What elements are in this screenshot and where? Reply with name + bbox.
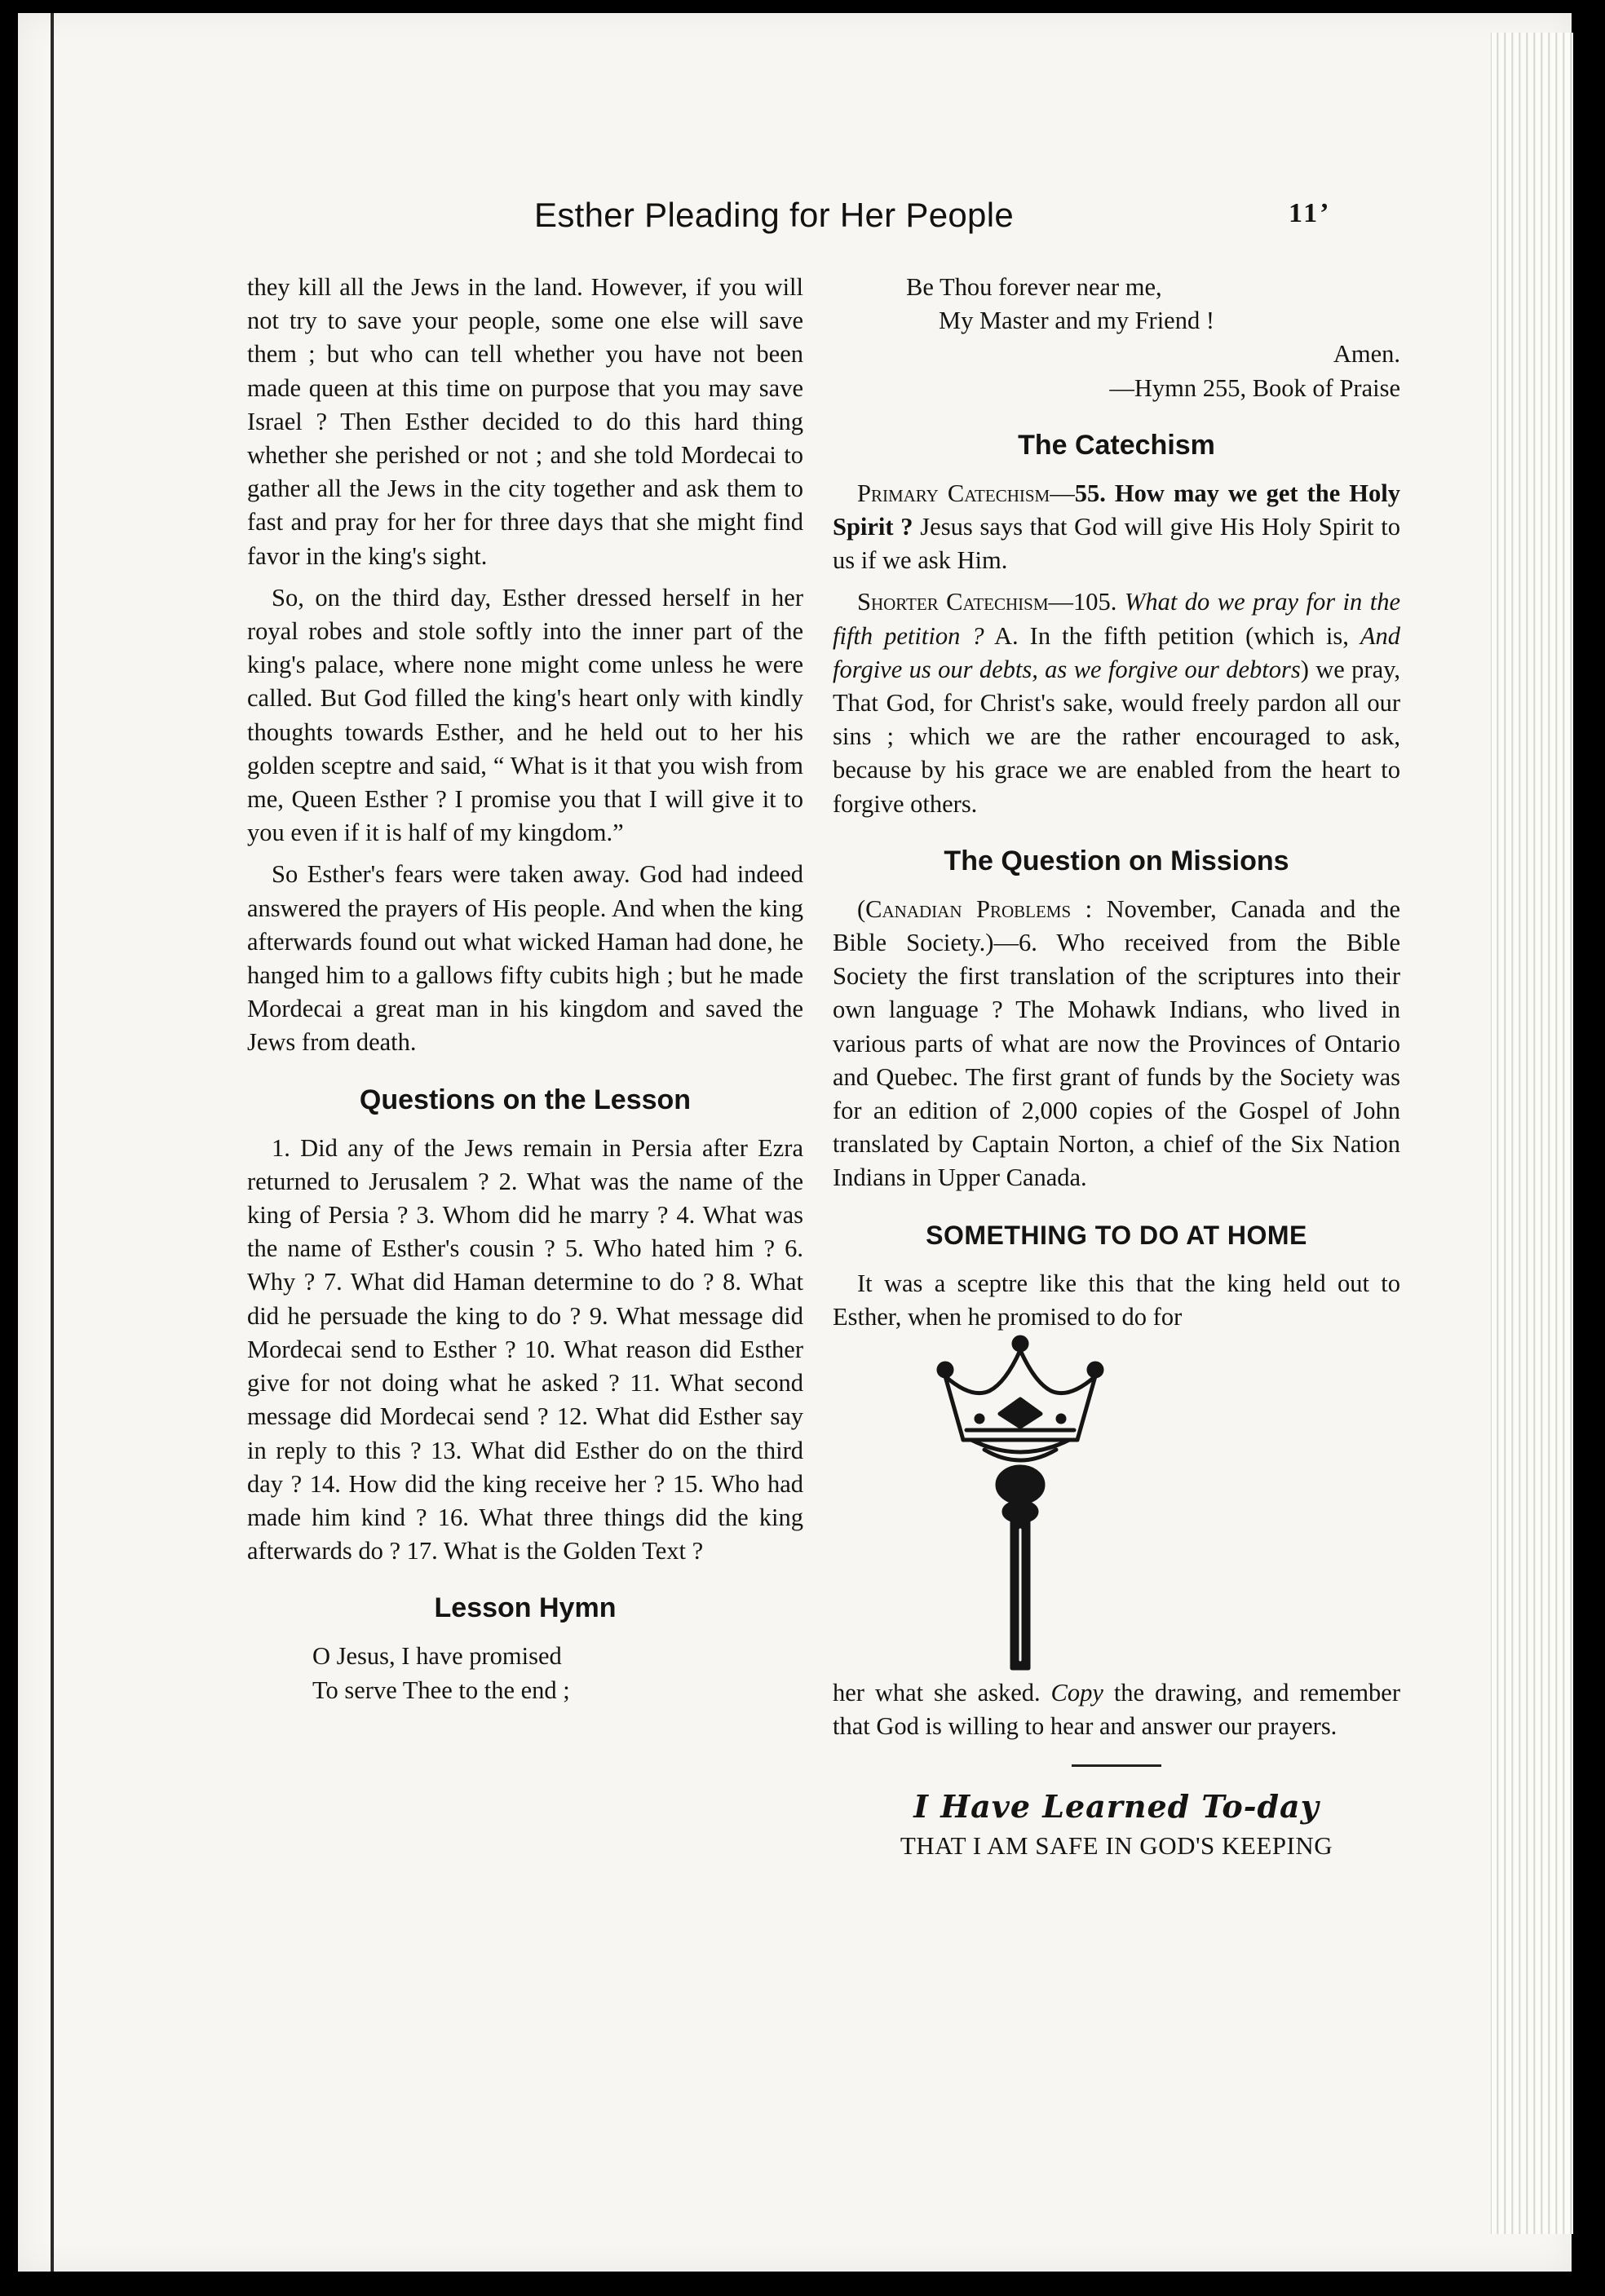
hymn-amen: Amen. xyxy=(1333,340,1400,369)
hymn-credit: —Hymn 255, Book of Praise xyxy=(1109,373,1400,402)
hymn-verse-end xyxy=(833,271,1400,405)
hymn-verse-start xyxy=(247,1640,803,1707)
learned-today-heading: I Have Learned To-day xyxy=(913,1788,1320,1826)
shorter-catechism xyxy=(833,585,1400,820)
shorter-catechism-number: 105. xyxy=(1073,588,1125,616)
missions-text: : November, Canada and the Bible Society.)—6. Who received from the Bible Society the first translation of the scriptures into their own language ? The Mohawk Indians, who lived in various parts of what are now the Provinces of Ontario and Quebec. The first grant of funds by the Society was for an edition of 2,000 copies of the Gospel of John translated by Captain Norton, a chief of the Six Nation Indians in Upper Canada. xyxy=(833,894,1400,1192)
missions-label: Canadian Problems xyxy=(865,894,1072,923)
home-activity-text-b2: the drawing, and remember that God is willing to hear and answer our prayers. xyxy=(833,1679,1400,1741)
home-activity-text-b xyxy=(833,1676,1400,1743)
primary-catechism xyxy=(833,477,1400,578)
story-paragraph-1: they kill all the Jews in the land. However, if you will not try to save your people, some one else will save them ; but who can tell whether you have not been made queen at this time on purpose that you may save Israel ? Then Esther decided to do this hard thing whether she perished or not ; and she told Mordecai to gather all the Jews in the city together and ask them to fast and pray for her for three days that she might find favor in the king's sight. xyxy=(247,273,803,570)
running-title: Esther Pleading for Her People xyxy=(534,196,1014,234)
catechism-heading: The Catechism xyxy=(1018,429,1215,461)
missions-open-paren: ( xyxy=(857,894,866,923)
shorter-catechism-label: Shorter Catechism— xyxy=(857,588,1074,616)
missions-paragraph xyxy=(833,893,1400,1195)
story-paragraph-2: So, on the third day, Esther dressed herself in her royal robes and stole softly into the inner part of the king's palace, where none might come unless he were called. But God filled the king's heart only with kindly thoughts towards Esther, and he held out to her his golden sceptre and said, “ What is it that you wish from me, Queen Esther ? I promise you that I will give it to you even if it is half of my kingdom.” xyxy=(247,583,803,847)
questions-heading: Questions on the Lesson xyxy=(359,1084,692,1115)
sceptre-drawing xyxy=(833,1334,1400,1676)
home-activity-text-a: It was a sceptre like this that the king held out to Esther, when he promised to do for xyxy=(833,1269,1400,1331)
right-column xyxy=(833,271,1400,1862)
home-activity-heading: SOMETHING TO DO AT HOME xyxy=(926,1220,1307,1250)
shorter-catechism-petition: And forgive us our debts, as we forgive our debtors xyxy=(833,621,1400,683)
hymn-line: To serve Thee to the end ; xyxy=(312,1676,570,1704)
home-activity-copy: Copy xyxy=(1050,1679,1103,1707)
learned-today-text: THAT I AM SAFE IN GOD'S KEEPING xyxy=(900,1830,1333,1860)
left-column xyxy=(247,271,803,1707)
page-number: 11’ xyxy=(1289,198,1332,228)
story-paragraph-3: So Esther's fears were taken away. God had indeed answered the prayers of His people. And when the king afterwards found out what wicked Haman had done, he hanged him to a gallows fifty cubits high ; but he made Mordecai a great man in his kingdom and saved the Jews from death. xyxy=(247,860,803,1057)
section-divider xyxy=(1072,1764,1161,1767)
home-activity-text-b1: her what she asked. xyxy=(833,1679,1051,1707)
primary-catechism-answer: Jesus says that God will give His Holy Spirit to us if we ask Him. xyxy=(833,513,1400,575)
missions-heading: The Question on Missions xyxy=(944,845,1289,876)
shorter-catechism-question: What do we pray for in the fifth petition ? xyxy=(833,588,1401,650)
book-gutter xyxy=(51,13,54,2272)
hymn-line: My Master and my Friend ! xyxy=(939,307,1214,335)
primary-catechism-question: 55. How may we get the Holy Spirit ? xyxy=(833,479,1400,541)
questions-list: 1. Did any of the Jews remain in Persia after Ezra returned to Jerusalem ? 2. What was the name of the king of Persia ? 3. Whom did he marry ? 4. What was the name of Esther's cousin ? 5. Who hated him ? 6. Why ? 7. What did Haman determine to do ? 8. What did he persuade the king to do ? 9. What message did Mordecai send to Esther ? 10. What reason did Esther give for not doing what he asked ? 11. What second message did Mordecai send ? 12. What did Esther say in reply to this ? 13. What did Esther do on the third day ? 14. How did the king receive her ? 15. Who had made him kind ? 16. What three things did the king afterwards do ? 17. What is the Golden Text ? xyxy=(247,1133,803,1565)
sceptre-icon xyxy=(914,1334,1126,1676)
page-edges xyxy=(1491,33,1573,2234)
hymn-line: Be Thou forever near me, xyxy=(906,273,1162,301)
shorter-catechism-answer-a: A. In the fifth petition (which is, xyxy=(984,621,1360,650)
hymn-line: O Jesus, I have promised xyxy=(312,1642,562,1671)
lesson-hymn-heading: Lesson Hymn xyxy=(434,1592,617,1624)
shorter-catechism-answer-b: ) we pray, That God, for Christ's sake, would freely pardon all our sins ; which we are the rather encouraged to ask, because by his grace we are enabled from the heart to forgive others. xyxy=(833,655,1401,818)
primary-catechism-label: Primary Catechism— xyxy=(857,479,1075,507)
